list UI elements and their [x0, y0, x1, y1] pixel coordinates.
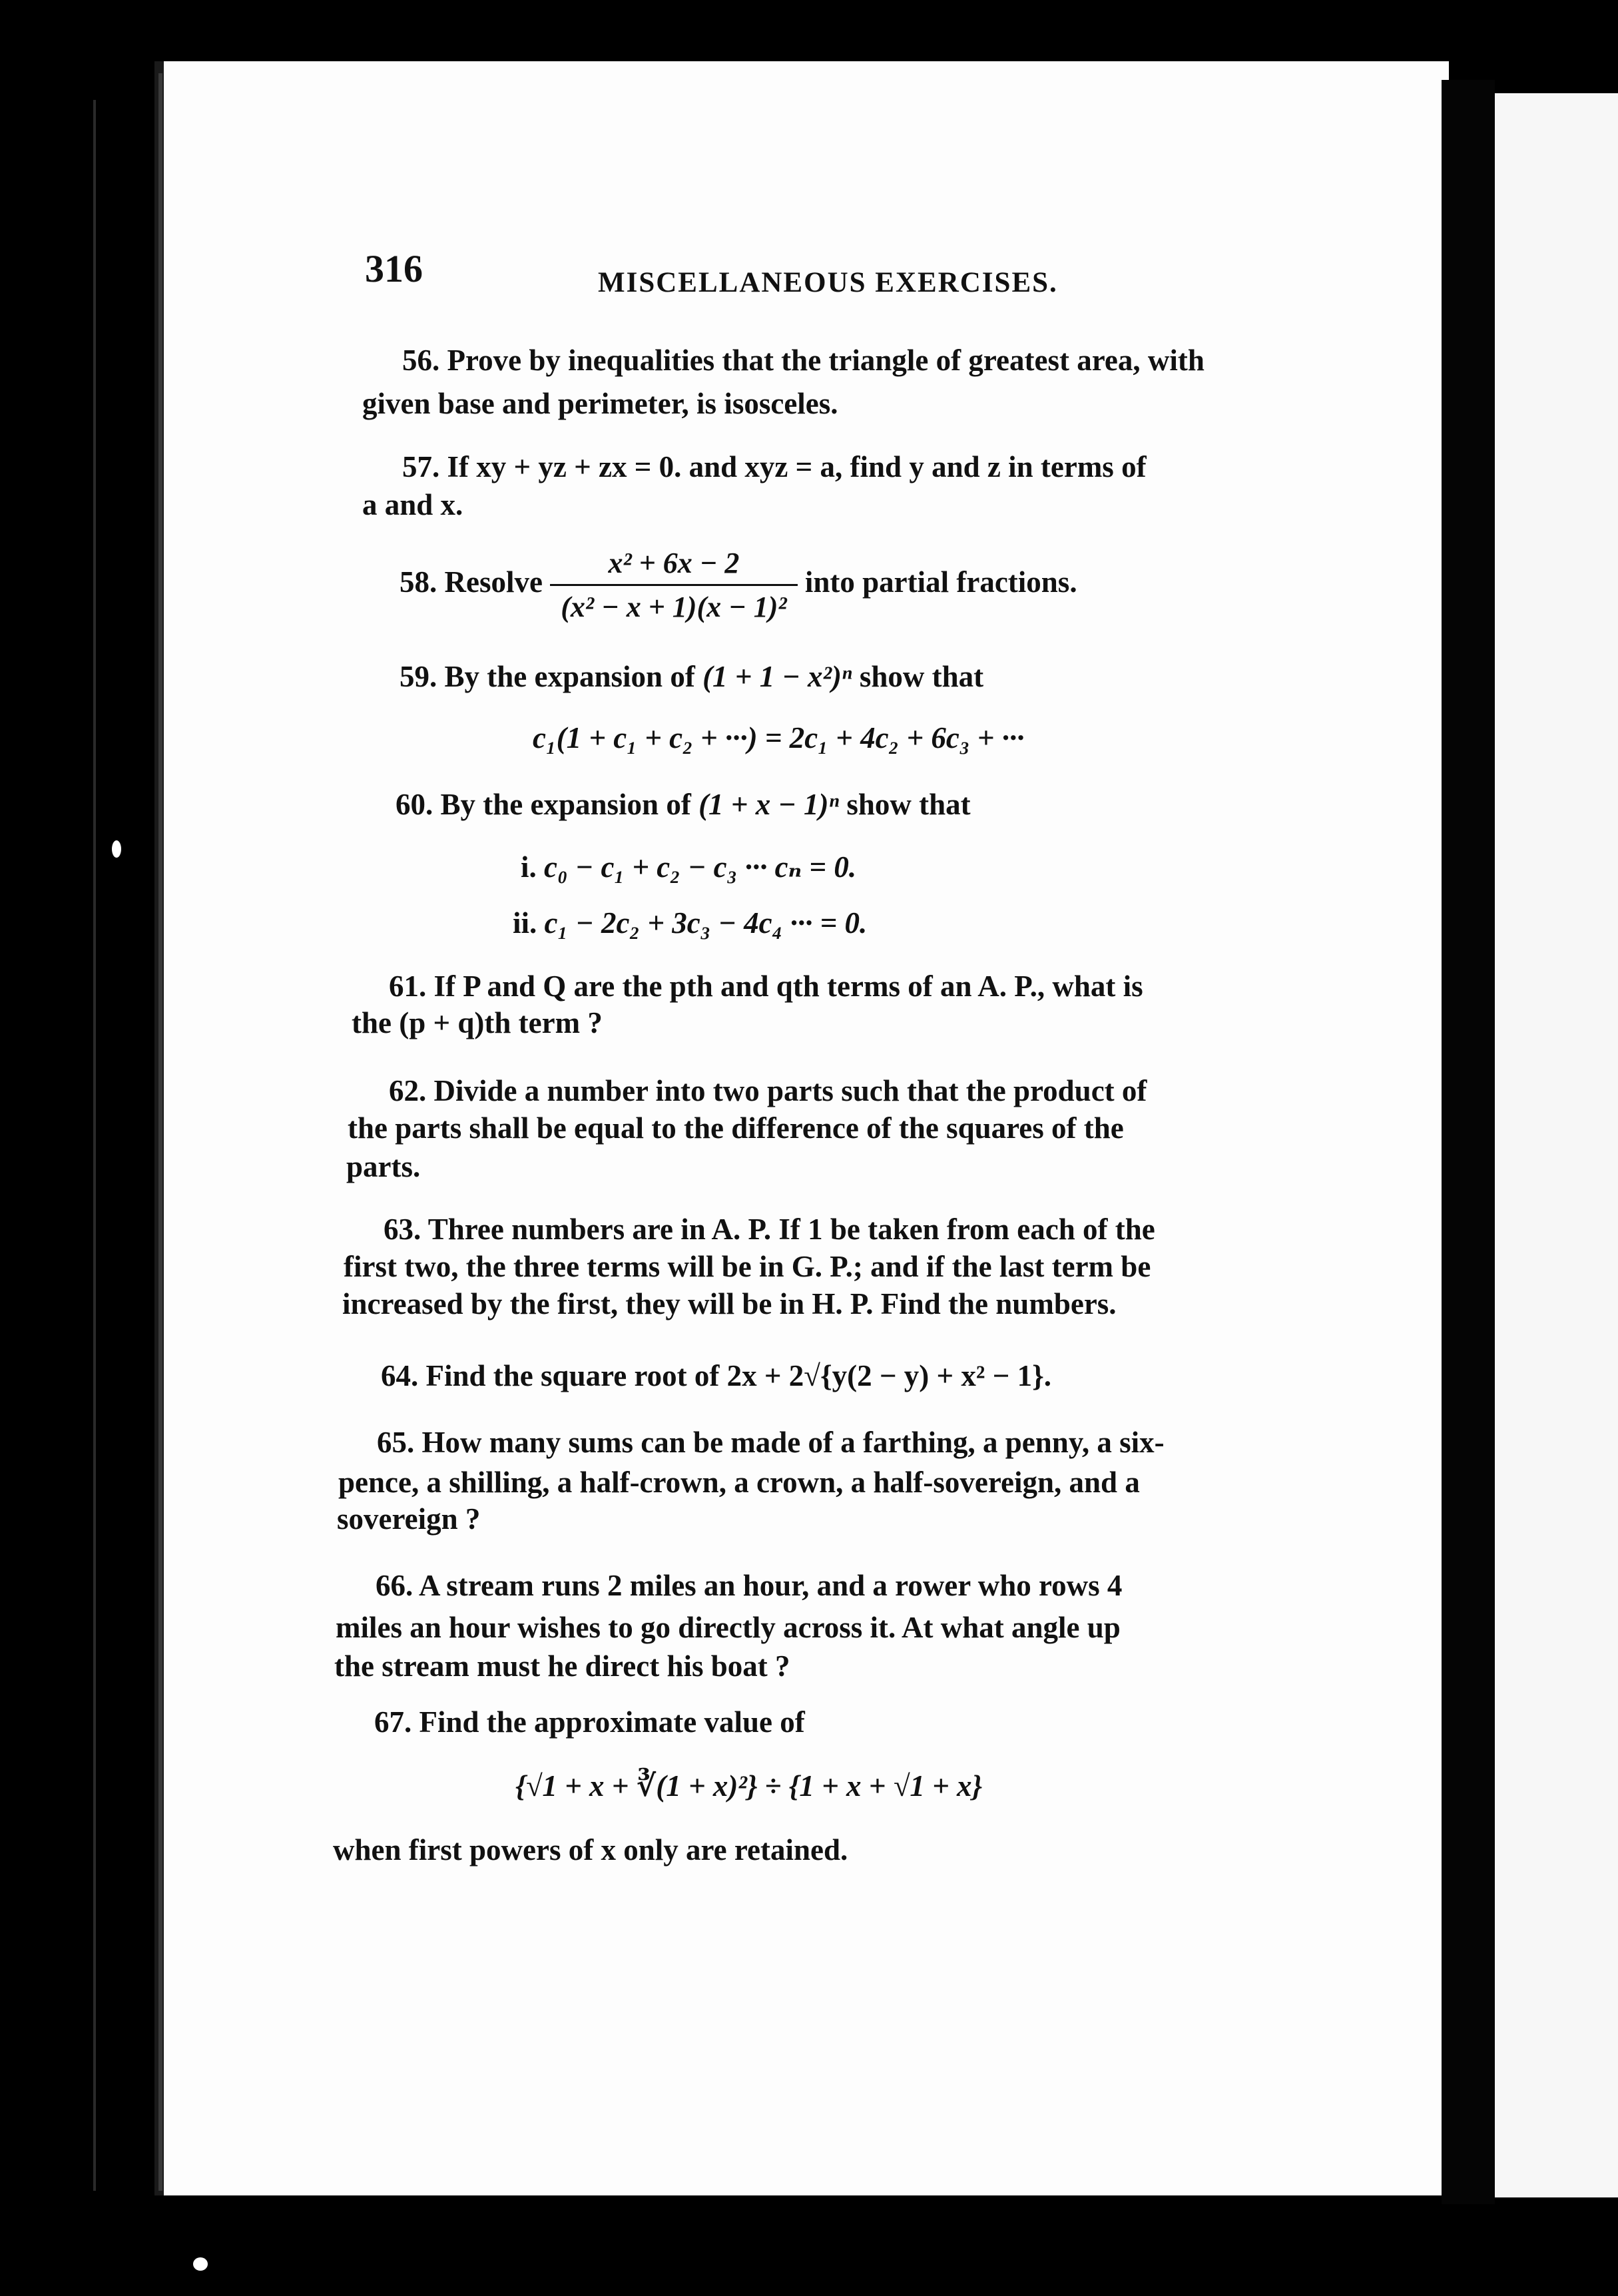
scan-speck	[112, 840, 121, 858]
exercise-number: 66.	[376, 1569, 413, 1602]
exercise-63-line2: first two, the three terms will be in G. P.; and if the last term be	[344, 1250, 1151, 1283]
fraction-numerator: x² + 6x − 2	[550, 546, 797, 586]
exercise-63-line3: increased by the first, they will be in H. P. Find the numbers.	[342, 1287, 1117, 1320]
exercise-61-line2: the (p + q)th term ?	[352, 1006, 603, 1039]
page-edge-line	[93, 100, 96, 2191]
exercise-56-line1: 56. Prove by inequalities that the triangle of greatest area, with	[402, 344, 1205, 377]
facing-page-edge	[1495, 93, 1618, 2197]
exercise-number: 56.	[402, 344, 440, 377]
exercise-66-line2: miles an hour wishes to go directly across it. At what angle up	[336, 1611, 1121, 1644]
exercise-60-part-ii: ii. c₁ − 2c₂ + 3c₃ − 4c₄ ··· = 0.	[513, 906, 868, 940]
page-gutter	[1442, 80, 1495, 2204]
exercise-66-line3: the stream must he direct his boat ?	[334, 1649, 790, 1683]
exercise-number: 63.	[384, 1213, 421, 1246]
math-expression: (1 + 1 − x²)ⁿ	[702, 660, 852, 693]
exercise-number: 59.	[400, 660, 437, 693]
exercise-65-line1: 65. How many sums can be made of a farthing, a penny, a six-	[377, 1426, 1165, 1459]
exercise-56-line2: given base and perimeter, is isosceles.	[362, 387, 838, 420]
exercise-59-line1: 59. By the expansion of (1 + 1 − x²)ⁿ show that	[400, 660, 984, 693]
exercise-number: 62.	[389, 1074, 427, 1107]
running-title: MISCELLANEOUS EXERCISES.	[598, 267, 1058, 298]
page-edge-shadow	[158, 73, 162, 2191]
exercise-67-line2: when first powers of x only are retained.	[333, 1833, 848, 1866]
exercise-62-line3: parts.	[346, 1150, 421, 1183]
exercise-67-formula: {√1 + x + ∛(1 + x)²} ÷ {1 + x + √1 + x}	[515, 1769, 983, 1803]
exercise-58: 58. Resolve $\frac{\text{x² + 6x − 2}}{\text{(x² − x + 1)(x − 1)²}}$ into partial fractions.	[400, 547, 1077, 623]
page-number: 316	[365, 247, 423, 290]
math-expression: (1 + x − 1)ⁿ	[698, 788, 840, 821]
exercise-number: 67.	[374, 1705, 412, 1739]
exercise-62-line2: the parts shall be equal to the difference of the squares of the	[348, 1111, 1124, 1145]
exercise-64: 64. Find the square root of 2x + 2√{y(2 − y) + x² − 1}.	[381, 1359, 1052, 1392]
exercise-65-line3: sovereign ?	[337, 1502, 481, 1536]
fraction-denominator: (x² − x + 1)(x − 1)²	[561, 591, 787, 623]
fraction	[550, 546, 797, 624]
exercise-66-line1: 66. A stream runs 2 miles an hour, and a rower who rows 4	[376, 1569, 1123, 1602]
exercise-67-line1: 67. Find the approximate value of	[374, 1705, 805, 1739]
exercise-61-line1: 61. If P and Q are the pth and qth terms of an A. P., what is	[389, 970, 1143, 1003]
exercise-number: 61.	[389, 970, 427, 1003]
exercise-number: 65.	[377, 1426, 415, 1459]
exercise-63-line1: 63. Three numbers are in A. P. If 1 be taken from each of the	[384, 1213, 1155, 1246]
exercise-57-line1: 57. If xy + yz + zx = 0. and xyz = a, find y and z in terms of	[402, 450, 1147, 483]
exercise-59-formula: c₁(1 + c₁ + c₂ + ···) = 2c₁ + 4c₂ + 6c₃ + ···	[533, 721, 1025, 754]
exercise-65-line2: pence, a shilling, a half-crown, a crown, a half-sovereign, and a	[338, 1466, 1140, 1499]
exercise-number: 58.	[400, 565, 437, 599]
exercise-57-line2: a and x.	[362, 488, 463, 521]
exercise-62-line1: 62. Divide a number into two parts such that the product of	[389, 1074, 1147, 1107]
exercise-number: 64.	[381, 1359, 419, 1392]
exercise-number: 60.	[396, 788, 433, 821]
scan-border	[0, 2204, 1618, 2296]
exercise-60-line1: 60. By the expansion of (1 + x − 1)ⁿ show that	[396, 788, 971, 821]
scan-speck	[193, 2257, 208, 2271]
exercise-60-part-i: i. c₀ − c₁ + c₂ − c₃ ··· cₙ = 0.	[521, 850, 857, 884]
exercise-number: 57.	[402, 450, 440, 483]
